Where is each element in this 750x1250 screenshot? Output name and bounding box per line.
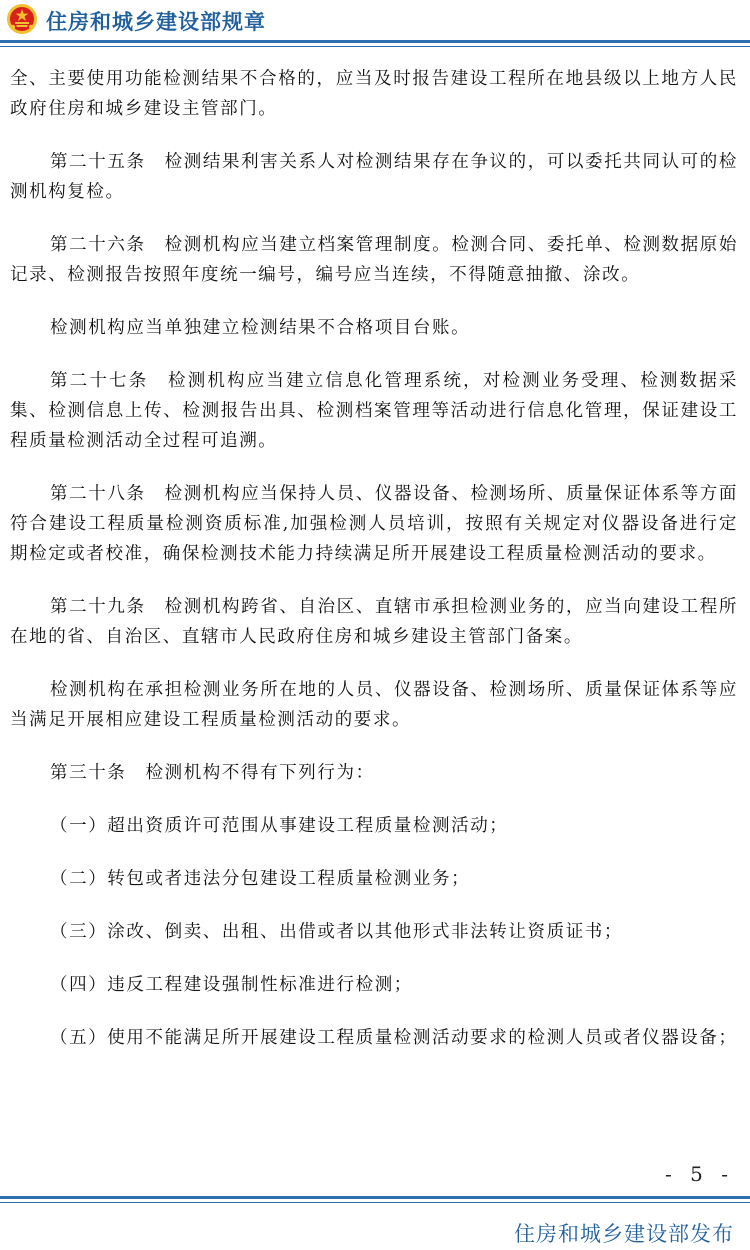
article-26-paragraph-2: 检测机构应当单独建立检测结果不合格项目台账。 xyxy=(50,318,471,338)
national-emblem-icon xyxy=(6,3,38,35)
article-28: 第二十八条 检测机构应当保持人员、仪器设备、检测场所、质量保证体系等方面符合建设工程质量检测资质标准,加强检测人员培训，按照有关规定对仪器设备进行定期检定或者校准，确保检测技术能力持续满足所开展建设工程质量检测活动的要求。 xyxy=(10,484,738,564)
article-30: 第三十条 检测机构不得有下列行为： xyxy=(50,763,375,783)
article-27: 第二十七条 检测机构应当建立信息化管理系统，对检测业务受理、检测数据采集、检测信息上传、检测报告出具、检测档案管理等活动进行信息化管理，保证建设工程质量检测活动全过程可追溯。 xyxy=(10,371,738,451)
list-item-2: （二）转包或者违法分包建设工程质量检测业务； xyxy=(50,869,471,889)
paragraph-continuation: 全、主要使用功能检测结果不合格的，应当及时报告建设工程所在地县级以上地方人民政府住房和城乡建设主管部门。 xyxy=(10,69,738,119)
article-29-paragraph-2: 检测机构在承担检测业务所在地的人员、仪器设备、检测场所、质量保证体系等应当满足开展相应建设工程质量检测活动的要求。 xyxy=(10,680,738,730)
list-item-4: （四）违反工程建设强制性标准进行检测； xyxy=(50,975,413,995)
footer-rule-thin xyxy=(0,1202,750,1203)
header-rule-thick xyxy=(0,40,750,43)
article-26: 第二十六条 检测机构应当建立档案管理制度。检测合同、委托单、检测数据原始记录、检测报告按照年度统一编号，编号应当连续，不得随意抽撤、涂改。 xyxy=(10,235,738,285)
article-29: 第二十九条 检测机构跨省、自治区、直辖市承担检测业务的，应当向建设工程所在地的省、自治区、直辖市人民政府住房和城乡建设主管部门备案。 xyxy=(10,597,738,647)
page-header xyxy=(0,0,750,42)
page-number: - 5 - xyxy=(665,1162,734,1186)
document-body xyxy=(10,64,738,1076)
article-25: 第二十五条 检测结果利害关系人对检测结果存在争议的，可以委托共同认可的检测机构复检。 xyxy=(10,152,738,202)
header-rule-thin xyxy=(0,46,750,47)
list-item-3: （三）涂改、倒卖、出租、出借或者以其他形式非法转让资质证书； xyxy=(50,922,623,942)
footer-rule-thick xyxy=(0,1196,750,1199)
header-title: 住房和城乡建设部规章 xyxy=(46,10,266,34)
list-item-1: （一）超出资质许可范围从事建设工程质量检测活动； xyxy=(50,816,509,836)
footer-publisher: 住房和城乡建设部发布 xyxy=(514,1222,734,1246)
list-item-5: （五）使用不能满足所开展建设工程质量检测活动要求的检测人员或者仪器设备； xyxy=(50,1028,738,1048)
